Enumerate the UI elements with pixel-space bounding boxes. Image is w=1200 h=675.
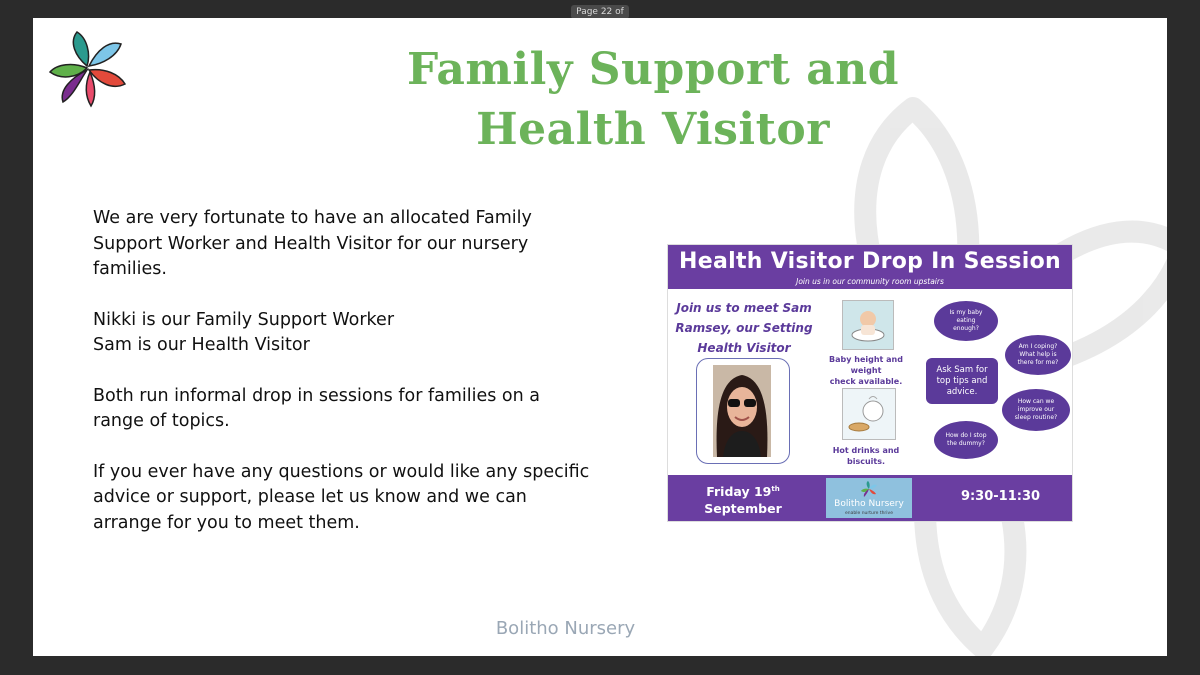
poster-subtitle: Join us in our community room upstairs (796, 277, 944, 286)
title-line-2: Health Visitor (476, 104, 830, 155)
date-line-1 (688, 481, 798, 500)
speech-bubble-coping (1005, 335, 1071, 375)
ask-line: advice. (946, 386, 978, 397)
invite-line: Ramsey, our Setting (675, 321, 813, 335)
slide-title (333, 40, 973, 160)
paragraph-sessions (93, 384, 613, 435)
poster-footer (668, 475, 1072, 521)
invite-line: Health Visitor (697, 341, 791, 355)
hot-drink-image (842, 388, 896, 440)
text-line: Nikki is our Family Support Worker (93, 309, 395, 330)
poster-logo-text: Bolitho Nursery (834, 499, 904, 509)
nursery-flower-logo (47, 24, 129, 110)
bubble-line: sleep routine? (1014, 414, 1058, 421)
bubble-line: eating (956, 317, 976, 324)
paragraph-staff (93, 308, 613, 359)
bubble-line: there for me? (1017, 359, 1059, 366)
text-line: families. (93, 259, 167, 279)
caption-baby-check (816, 354, 916, 387)
poster-logo-tagline: enable nurture thrive (845, 511, 893, 516)
session-time: 9:30-11:30 (960, 489, 1041, 504)
caption-line: biscuits. (846, 457, 886, 466)
bubble-line: How can we (1017, 398, 1055, 405)
poster-invite-text (674, 298, 814, 358)
session-date (688, 481, 798, 517)
poster-header (668, 245, 1072, 289)
baby-scale-image (842, 300, 894, 350)
ask-sam-box (926, 358, 998, 404)
bubble-line: improve our (1017, 406, 1055, 413)
caption-line: Baby height and weight (829, 355, 903, 375)
bubble-line: What help is (1019, 351, 1057, 358)
health-visitor-photo (713, 365, 771, 457)
caption-line: check available. (829, 377, 903, 386)
speech-bubble-eating (934, 301, 998, 341)
slide (33, 18, 1167, 656)
bubble-line: Is my baby (949, 309, 983, 316)
caption-line: Hot drinks and (832, 446, 900, 455)
paragraph-intro (93, 206, 613, 283)
text-line: arrange for you to meet them. (93, 512, 360, 533)
bubble-line: How do I stop (945, 432, 987, 439)
bubble-line: enough? (953, 325, 979, 332)
poster-nursery-logo (826, 478, 912, 518)
text-line: range of topics. (93, 411, 230, 431)
invite-line: Join us to meet Sam (676, 301, 812, 315)
speech-bubble-sleep (1002, 389, 1070, 431)
slide-body-text (93, 206, 613, 561)
date-line-2: September (704, 501, 782, 517)
poster-title: Health Visitor Drop In Session (679, 249, 1061, 274)
health-visitor-photo-frame (696, 358, 790, 464)
drop-in-session-poster (667, 244, 1073, 522)
text-line: Support Worker and Health Visitor for our nursery (93, 233, 529, 254)
text-line: advice or support, please let us know and we can (93, 487, 527, 507)
bubble-line: Am I coping? (1018, 343, 1058, 350)
page-indicator: Page 22 of (571, 5, 629, 19)
text-line: Sam is our Health Visitor (93, 335, 310, 355)
bubble-line: the dummy? (947, 440, 985, 447)
text-line: We are very fortunate to have an allocated Family (93, 208, 532, 228)
text-line: Both run informal drop in sessions for families on a (93, 385, 541, 406)
caption-hot-drinks (816, 445, 916, 467)
date-suffix: th (771, 485, 780, 493)
flower-logo-icon (860, 480, 878, 498)
footer-brand-name: Bolitho Nursery (495, 618, 636, 639)
title-line-1: Family Support and (407, 44, 899, 95)
ask-line: top tips and (936, 375, 988, 386)
date-day: Friday 19 (706, 484, 772, 500)
ask-line: Ask Sam for (936, 364, 988, 375)
text-line: If you ever have any questions or would like any specific (93, 461, 590, 482)
speech-bubble-dummy (934, 421, 998, 459)
paragraph-contact (93, 460, 613, 537)
